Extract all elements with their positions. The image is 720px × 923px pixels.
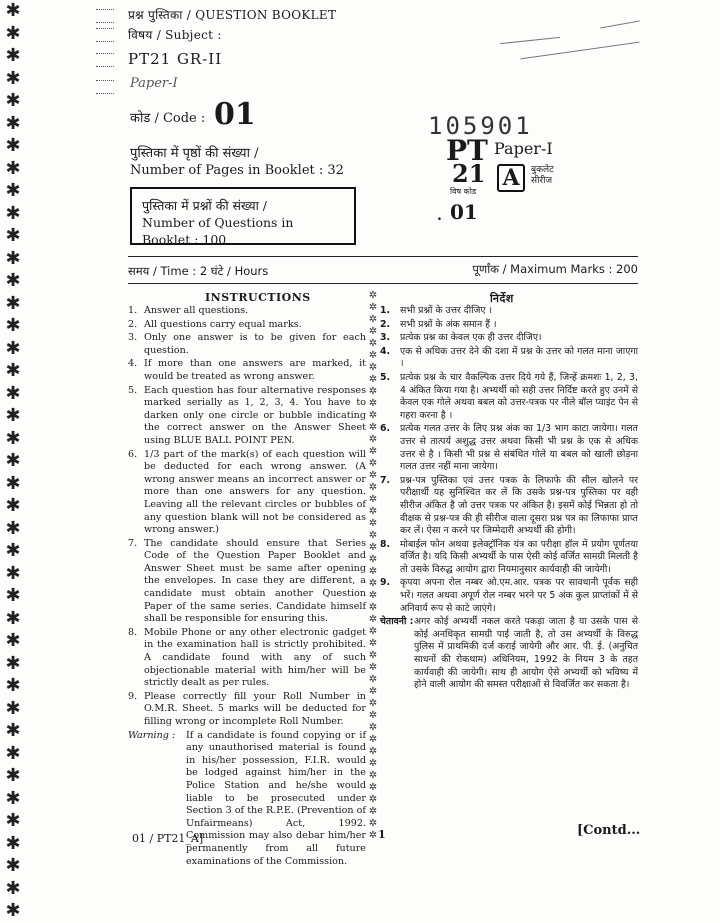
star-ornament: ✱ xyxy=(5,742,21,764)
divider-ornament: ✲ xyxy=(368,338,378,349)
instructions-title: INSTRUCTIONS xyxy=(205,291,311,304)
hindi-instruction-item-text: प्रत्येक प्रश्न के चार वैकल्पिक उत्तर दिये गये हैं, जिन्हें क्रमशः 1, 2, 3, 4 अंकित किया गया है। अभ्यर्थी को सही उत्तर निर्दिष्ट करते हुए उनमें से केवल एक गोले अथवा बबल को उत्तर-पत्रक पर नीले बॉल प्वाइंट पेन से गहरा करना है । xyxy=(400,371,638,421)
star-ornament: ✱ xyxy=(5,45,21,66)
instruction-item xyxy=(128,358,366,383)
star-ornament: ✱ xyxy=(5,180,21,201)
divider-ornament: ✲ xyxy=(368,710,378,721)
code-label: कोड / Code : xyxy=(130,111,206,126)
code-value: 01 xyxy=(214,97,256,132)
instruction-item-text: Please correctly fill your Roll Number in O.M.R. Sheet. 5 marks will be deducted for filling wrong or incomplete Roll Number. xyxy=(144,690,366,727)
star-ornament: ✱ xyxy=(5,765,21,786)
divider-ornament: ✲ xyxy=(368,518,378,529)
divider-ornament: ✲ xyxy=(368,818,378,829)
year-label: 21 xyxy=(452,159,486,188)
star-ornament: ✱ xyxy=(5,135,21,156)
star-ornament: ✱ xyxy=(5,630,21,651)
divider-ornament: ✲ xyxy=(368,614,378,625)
divider-ornament: ✲ xyxy=(368,458,378,469)
star-ornament: ✱ xyxy=(5,22,21,44)
star-ornament: ✱ xyxy=(5,675,21,696)
paper-label: Paper-I xyxy=(494,139,553,158)
instruction-item-text: If more than one answers are marked, it would be treated as wrong answer. xyxy=(144,358,366,382)
divider-ornament: ✲ xyxy=(368,470,378,481)
divider-ornament: ✲ xyxy=(368,806,378,817)
hindi-instructions xyxy=(380,305,638,692)
star-ornament: ✱ xyxy=(5,247,21,269)
hindi-instruction-item-number: 8. xyxy=(380,538,391,550)
time-label: समय / Time : 2 घंटे / Hours xyxy=(128,264,269,278)
hindi-instruction-item-text: प्रश्न-पत्र पुस्तिका एवं उत्तर पत्रक के लिफाफे की सील खोलने पर परीक्षार्थी यह सुनिश्चित कर लें कि उसके प्रश्न-पत्र पुस्तिका पर वही सीरीज अंकित है जो उत्तर पत्रक पर अंकित है। इसमें कोई भिन्नता हो तो वीक्षक से प्रश्न-पत्र की ही सीरीज वाला दूसरा प्रश्न पत्र का लिफाफा प्राप्त कर लें। ऐसा न करने पर जिम्मेदारी अभ्यर्थी की होगी। xyxy=(400,474,638,537)
bullet-dot: . xyxy=(437,208,442,224)
divider-ornament: ✲ xyxy=(368,362,378,373)
instruction-item-text: Mobile Phone or any other electronic gadget in the examination hall is strictly prohibited. A candidate found with any of such objectionable material with him/her will be strictly dealt as per rules. xyxy=(144,626,366,689)
scan-mark-icon xyxy=(96,28,114,42)
hindi-instruction-item-number: 1. xyxy=(380,305,391,316)
column-divider xyxy=(367,290,379,841)
subject-value: PT21 GR-II xyxy=(128,50,223,68)
hindi-instruction-item-text: सभी प्रश्नों के उत्तर दीजिए । xyxy=(400,305,493,316)
star-ornament: ✱ xyxy=(5,585,21,606)
instruction-item xyxy=(128,691,366,729)
hindi-instruction-item-text: कृपया अपना रोल नम्बर ओ.एम.आर. पत्रक पर सावधानी पूर्वक सही भरें। गलत अथवा अपूर्ण रोल नम्बर भरने पर 5 अंक कुल प्राप्तांकों में से अनिवार्य रूप से काटे जाएंगे। xyxy=(400,577,638,614)
hindi-instruction-item-number: 3. xyxy=(380,332,391,344)
instruction-item xyxy=(128,449,366,537)
scan-mark-icon xyxy=(96,9,114,23)
paper-handwritten: Paper-I xyxy=(130,76,178,91)
hindi-instruction-item-text: सभी प्रश्नों के अंक समान हैं । xyxy=(400,318,497,330)
hindi-instruction-item-text: मोबाईल फोन अथवा इलेक्ट्रॉनिक यंत्र का परीक्षा हॉल में प्रयोग पूर्णतया वर्जित है। यदि किसी अभ्यर्थी के पास ऐसी कोई वर्जित सामग्री मिलती है तो उसके विरुद्ध आयोग द्वारा नियमानुसार कार्यवाही की जायेगी। xyxy=(400,538,638,575)
hindi-instruction-item xyxy=(380,305,638,318)
hindi-instruction-item xyxy=(380,423,638,473)
instruction-item-number: 7. xyxy=(128,537,138,549)
hindi-instruction-item xyxy=(380,372,638,422)
hindi-instruction-item xyxy=(380,577,638,615)
divider-ornament: ✲ xyxy=(368,350,378,361)
hindi-instruction-item-number: 2. xyxy=(380,318,391,330)
hindi-instruction-item xyxy=(380,475,638,538)
hindi-instruction-item xyxy=(380,539,638,577)
star-ornament: ✱ xyxy=(5,112,21,134)
divider-ornament: ✲ xyxy=(368,530,378,541)
series-label: बुकलेट सीरीज xyxy=(531,165,554,186)
questions-label-en: Number of Questions in Booklet : 100 xyxy=(142,215,294,247)
star-ornament: ✱ xyxy=(5,427,21,449)
pt-label: PT xyxy=(446,134,488,167)
star-ornament: ✱ xyxy=(5,855,21,876)
instruction-item-number: 1. xyxy=(128,305,138,316)
warning-label: Warning : xyxy=(128,729,176,741)
instruction-item xyxy=(128,538,366,626)
divider-ornament: ✲ xyxy=(368,626,378,637)
star-ornament: ✱ xyxy=(5,90,21,111)
divider-ornament: ✲ xyxy=(368,326,378,337)
star-ornament: ✱ xyxy=(5,0,21,21)
instruction-item-text: The candidate should ensure that Series Code of the Question Paper Booklet and Answer Sheet must be same after opening the envelopes. In case they are different, a candidate must obtain another Question Paper of the same series. Candidate himself shall be responsible for ensuring this. xyxy=(144,537,366,625)
divider-ornament: ✲ xyxy=(368,446,378,457)
divider-ornament: ✲ xyxy=(368,578,378,589)
divider-ornament: ✲ xyxy=(368,698,378,709)
star-ornament: ✱ xyxy=(5,315,21,336)
instruction-item-number: 2. xyxy=(128,318,138,330)
divider-ornament: ✲ xyxy=(368,662,378,673)
divider-ornament: ✲ xyxy=(368,314,378,325)
star-ornament: ✱ xyxy=(5,562,21,584)
star-ornament: ✱ xyxy=(5,67,21,89)
star-ornament: ✱ xyxy=(5,877,21,899)
hindi-instruction-item xyxy=(380,346,638,371)
scribble-line xyxy=(600,21,640,29)
star-ornament: ✱ xyxy=(5,382,21,404)
instruction-item-number: 8. xyxy=(128,626,138,638)
rule-top xyxy=(128,256,638,257)
instruction-item-number: 5. xyxy=(128,384,138,396)
hindi-instruction-item-number: 7. xyxy=(380,474,391,486)
divider-ornament: ✲ xyxy=(368,638,378,649)
instruction-item-number: 3. xyxy=(128,332,138,344)
star-ornament: ✱ xyxy=(5,540,21,561)
hindi-instructions-title: निर्देश xyxy=(490,292,514,305)
hindi-instruction-item-number: 4. xyxy=(380,345,391,357)
rule-bottom xyxy=(128,283,638,284)
divider-ornament: ✲ xyxy=(368,494,378,505)
divider-ornament: ✲ xyxy=(368,650,378,661)
divider-ornament: ✲ xyxy=(368,758,378,769)
questions-label-hi: पुस्तिका में प्रश्नों की संख्या / xyxy=(142,198,267,213)
divider-ornament: ✲ xyxy=(368,794,378,805)
hindi-instruction-item-number: 6. xyxy=(380,423,391,435)
hindi-instruction-item-text: प्रत्येक गलत उत्तर के लिए प्रश्न अंक का 1/3 भाग काटा जायेगा। गलत उत्तर से तात्पर्य अशुद्ध उत्तर अथवा किसी भी प्रश्न के एक से अधिक उत्तर से है । किसी भी प्रश्न से संबंधित गोले या बबल को खाली छोड़ना गलत उत्तर नहीं माना जायेगा। xyxy=(400,423,638,473)
star-ornament: ✱ xyxy=(5,652,21,674)
divider-ornament: ✲ xyxy=(368,506,378,517)
scan-mark-icon xyxy=(96,80,114,94)
star-ornament: ✱ xyxy=(5,360,21,381)
star-ornament: ✱ xyxy=(5,495,21,516)
scan-mark-icon xyxy=(96,53,114,67)
divider-ornament: ✲ xyxy=(368,782,378,793)
hindi-warning-text: अगर कोई अभ्यर्थी नकल करते पकड़ा जाता है या उसके पास से कोई अनधिकृत सामग्री पाई जाती है, तो उस अभ्यर्थी के विरुद्ध पुलिस में प्राथमिकी दर्ज कराई जायेगी और आर. पी. ई. (अनुचित साधनों की रोकथाम) अधिनियम, 1992 के नियम 3 के तहत कार्यवाही की जायेगी। साथ ही आयोग ऐसे अभ्यर्थी को भविष्य में होने वाली आयोग की समस्त परीक्षाओं से विवर्जित कर सकता है। xyxy=(414,616,638,691)
star-ornament: ✱ xyxy=(5,270,21,291)
instruction-item xyxy=(128,305,366,318)
page-number: 1 xyxy=(378,828,386,841)
divider-ornament: ✲ xyxy=(368,410,378,421)
hindi-instruction-item-number: 5. xyxy=(380,371,391,383)
divider-ornament: ✲ xyxy=(368,674,378,685)
divider-ornament: ✲ xyxy=(368,830,378,841)
divider-ornament: ✲ xyxy=(368,482,378,493)
contd-label: [Contd... xyxy=(577,823,641,838)
divider-ornament: ✲ xyxy=(368,398,378,409)
instruction-item xyxy=(128,332,366,357)
divider-ornament: ✲ xyxy=(368,434,378,445)
hindi-instruction-item xyxy=(380,319,638,332)
booklet-label: प्रश्न पुस्तिका / QUESTION BOOKLET xyxy=(128,8,337,22)
star-ornament: ✱ xyxy=(5,787,21,809)
hindi-warning xyxy=(380,616,638,692)
divider-ornament: ✲ xyxy=(368,590,378,601)
max-marks-label: पूर्णांक / Maximum Marks : 200 xyxy=(472,262,638,276)
star-ornament: ✱ xyxy=(5,517,21,539)
subject-label: विषय / Subject : xyxy=(128,28,222,42)
instruction-item-text: 1/3 part of the mark(s) of each question will be deducted for each wrong answer. (A wrong answer means an incorrect answer or more than one answers for any question. Leaving all the relevant circles or bubbles of any question blank will not be considered as wrong answer.) xyxy=(144,448,366,536)
instruction-item-number: 4. xyxy=(128,358,138,370)
hindi-instruction-item-text: प्रत्येक प्रश्न का केवल एक ही उत्तर दीजिए। xyxy=(400,332,542,344)
scribble-line xyxy=(521,42,640,60)
instruction-item-text: Answer all questions. xyxy=(144,305,249,316)
hindi-instruction-item-number: 9. xyxy=(380,577,391,589)
instruction-item-number: 9. xyxy=(128,690,138,702)
divider-ornament: ✲ xyxy=(368,290,378,301)
star-ornament: ✱ xyxy=(5,810,21,831)
series-letter-box: A xyxy=(497,164,525,192)
divider-ornament: ✲ xyxy=(368,734,378,745)
star-ornament: ✱ xyxy=(5,225,21,246)
divider-ornament: ✲ xyxy=(368,686,378,697)
star-ornament: ✱ xyxy=(5,157,21,179)
instruction-item-text: All questions carry equal marks. xyxy=(144,318,302,330)
english-warning xyxy=(128,730,366,869)
pages-label-en: Number of Pages in Booklet : 32 xyxy=(130,163,344,178)
instruction-item xyxy=(128,385,366,448)
divider-ornament: ✲ xyxy=(368,566,378,577)
divider-ornament: ✲ xyxy=(368,302,378,313)
footer-code: 01 / PT21_A] xyxy=(132,832,204,845)
english-instructions xyxy=(128,305,366,868)
divider-ornament: ✲ xyxy=(368,374,378,385)
star-ornament: ✱ xyxy=(5,202,21,224)
pages-label-hi: पुस्तिका में पृष्ठों की संख्या / xyxy=(130,146,259,161)
divider-ornament: ✲ xyxy=(368,722,378,733)
instruction-item-text: Only one answer is to be given for each question. xyxy=(144,332,366,356)
star-border xyxy=(0,0,26,921)
star-ornament: ✱ xyxy=(5,450,21,471)
questions-count-box xyxy=(130,187,356,245)
hindi-warning-label: चेतावनी : xyxy=(380,616,414,628)
divider-ornament: ✲ xyxy=(368,554,378,565)
serial-number: 105901 xyxy=(428,112,533,140)
star-ornament: ✱ xyxy=(5,337,21,359)
instruction-item xyxy=(128,627,366,690)
warning-text: If a candidate is found copying or if any unauthorised material is found in his/her possession, F.I.R. would be lodged against him/her in the Police Station and he/she would liable to be prosecuted under Section 3 of the R.P.E. (Prevention of Unfairmeans) Act, 1992. Commission may also debar him/her permanently from all future examinations of the Commission. xyxy=(186,729,366,867)
star-ornament: ✱ xyxy=(5,405,21,426)
star-ornament: ✱ xyxy=(5,697,21,719)
scribble-line xyxy=(500,37,560,44)
star-ornament: ✱ xyxy=(5,900,21,921)
star-ornament: ✱ xyxy=(5,607,21,629)
divider-ornament: ✲ xyxy=(368,542,378,553)
right-code: 01 xyxy=(450,200,478,224)
hindi-instruction-item xyxy=(380,332,638,345)
series-small-label: विष कोड xyxy=(450,187,477,196)
divider-ornament: ✲ xyxy=(368,386,378,397)
instruction-item-text: Each question has four alternative responses marked serially as 1, 2, 3, 4. You have to darken only one circle or bubble indicating the correct answer on the Answer Sheet using BLUE BALL POINT PEN. xyxy=(144,384,366,446)
star-ornament: ✱ xyxy=(5,720,21,741)
instruction-item-number: 6. xyxy=(128,448,138,460)
divider-ornament: ✲ xyxy=(368,746,378,757)
star-ornament: ✱ xyxy=(5,832,21,854)
divider-ornament: ✲ xyxy=(368,602,378,613)
star-ornament: ✱ xyxy=(5,472,21,494)
divider-ornament: ✲ xyxy=(368,422,378,433)
divider-ornament: ✲ xyxy=(368,770,378,781)
instruction-item xyxy=(128,319,366,332)
star-ornament: ✱ xyxy=(5,292,21,314)
hindi-instruction-item-text: एक से अधिक उत्तर देने की दशा में प्रश्न के उत्तर को गलत माना जाएगा । xyxy=(400,345,638,370)
